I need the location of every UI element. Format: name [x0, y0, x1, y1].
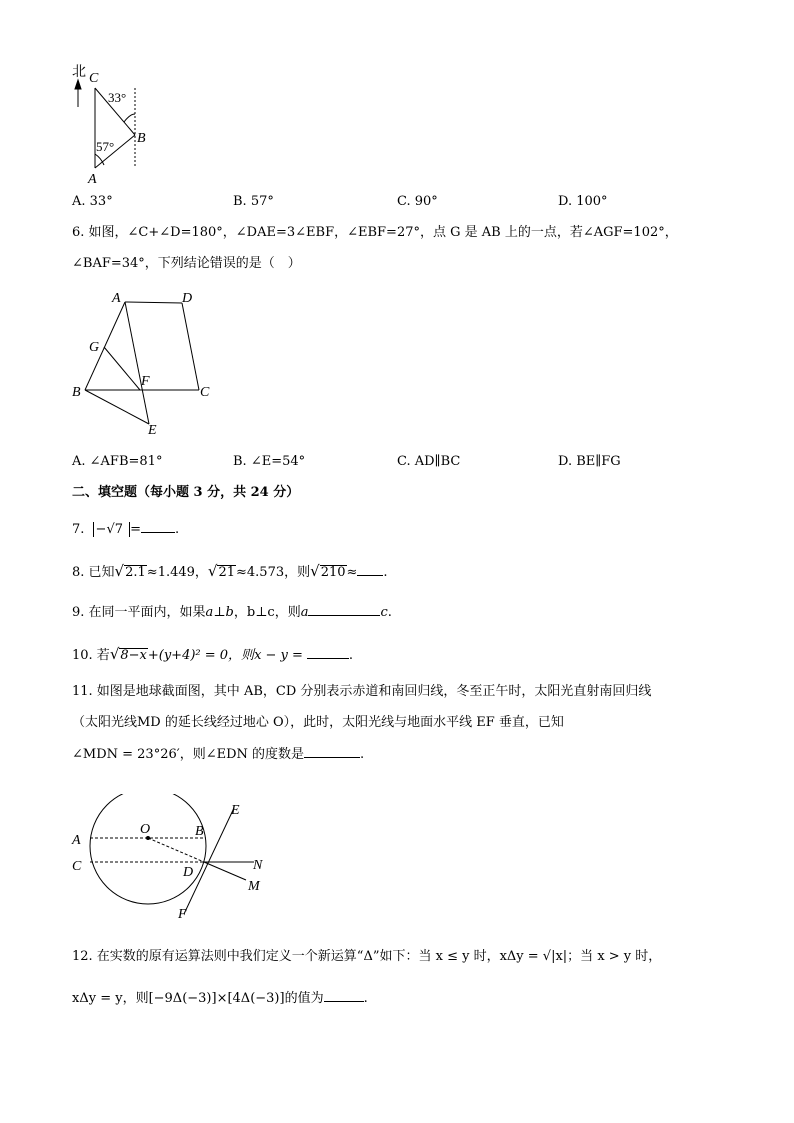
- q11-point-d: D: [183, 865, 194, 880]
- q11-stem-line1: 11. 如图是地球截面图，其中 AB，CD 分别表示赤道和南回归线，冬至正午时，太阳光直射南回归线: [72, 684, 652, 699]
- q9-end: .: [387, 605, 392, 620]
- q9-a2: a: [300, 605, 309, 620]
- q9-prefix: 9. 在同一平面内，如果: [72, 605, 206, 620]
- q6-point-e: E: [148, 423, 157, 438]
- q8-approx: ≈: [346, 565, 358, 580]
- q12-line2-text: xΔy = y，则[−9Δ(−3)]×[4Δ(−3)]的值为: [72, 991, 324, 1006]
- q6-option-a: A. ∠AFB=81°: [72, 454, 163, 469]
- q9-b: b: [225, 605, 234, 620]
- point-a-label: A: [88, 172, 97, 187]
- q10-prefix: 10. 若: [72, 648, 110, 663]
- q11-stem-line2: （太阳光线MD 的延长线经过地心 O），此时，太阳光线与地面水平线 EF 垂直，已知: [72, 715, 564, 730]
- figure-q6: [68, 286, 228, 438]
- q8-radicand-1: 2.1: [125, 565, 146, 580]
- q11-point-a: A: [72, 833, 81, 848]
- q8-value-2: ≈4.573，则: [236, 565, 311, 580]
- q7-number: 7.: [72, 522, 85, 537]
- q6-option-b: B. ∠E=54°: [233, 454, 306, 469]
- q5-option-d: D. 100°: [558, 194, 608, 209]
- q8-prefix: 8. 已知: [72, 565, 115, 580]
- q6-option-d: D. BE∥FG: [558, 454, 621, 469]
- q10-expression: x − y =: [254, 648, 303, 663]
- q12-answer-blank[interactable]: [324, 989, 364, 1002]
- q6-stem-line2: ∠BAF=34°，下列结论错误的是（ ）: [72, 256, 301, 271]
- q8-radicand-3: 210: [320, 565, 346, 580]
- question-9: [72, 603, 392, 622]
- q11-stem-line3: [72, 745, 364, 764]
- q10-middle: +(y+4)² = 0，则: [147, 648, 255, 663]
- q11-end: .: [360, 747, 365, 762]
- question-10: 10. 若√8−x+(y+4)² = 0，则x − y = .: [72, 645, 354, 663]
- q7-end: .: [175, 522, 180, 537]
- q6-point-c: C: [200, 385, 210, 400]
- q9-c: c: [380, 605, 388, 620]
- q9-a: a: [205, 605, 214, 620]
- q9-middle: ，b⊥c，则: [233, 605, 301, 620]
- q11-point-f: F: [178, 907, 187, 922]
- q11-point-m: M: [248, 879, 260, 894]
- figure-q11-earth-section: [66, 794, 276, 924]
- q6-option-c: C. AD∥BC: [397, 454, 461, 469]
- q6-point-f: F: [141, 374, 150, 389]
- q8-value-1: ≈1.449，: [146, 565, 208, 580]
- q11-line3-text: ∠MDN = 23°26′，则∠EDN 的度数是: [72, 747, 305, 762]
- point-c-label: C: [89, 71, 99, 86]
- figure-q5-compass: [62, 62, 162, 187]
- q12-end: .: [363, 991, 368, 1006]
- q11-point-e: E: [231, 803, 240, 818]
- q6-point-a: A: [112, 291, 121, 306]
- q6-point-d: D: [182, 291, 193, 306]
- q7-inner: −√7: [95, 522, 123, 537]
- q9-perp: ⊥: [213, 605, 226, 620]
- north-label: 北: [72, 65, 86, 80]
- q10-answer-blank[interactable]: [307, 646, 349, 659]
- q11-point-c: C: [72, 859, 82, 874]
- q6-point-b: B: [72, 385, 81, 400]
- q8-answer-blank[interactable]: [357, 563, 383, 576]
- q7-answer-blank[interactable]: [141, 520, 175, 533]
- angle-33-label: 33°: [108, 90, 127, 105]
- q6-point-g: G: [89, 340, 100, 355]
- q10-radicand: 8−x: [120, 648, 147, 663]
- question-7: [72, 520, 179, 539]
- q11-point-n: N: [253, 858, 263, 873]
- q5-option-c: C. 90°: [397, 194, 438, 209]
- section-2-heading: 二、填空题（每小题 3 分，共 24 分）: [72, 485, 300, 500]
- q12-stem-line2: [72, 989, 368, 1008]
- question-8: 8. 已知√2.1≈1.449，√21≈4.573，则√210≈ .: [72, 562, 388, 580]
- q11-point-o: O: [140, 822, 151, 837]
- angle-57-label: 57°: [96, 139, 115, 154]
- q5-option-a: A. 33°: [72, 194, 113, 209]
- q8-end: .: [383, 565, 388, 580]
- q11-point-b: B: [195, 824, 204, 839]
- q8-radicand-2: 21: [218, 565, 236, 580]
- q11-answer-blank[interactable]: [304, 745, 360, 758]
- q9-answer-blank[interactable]: [308, 603, 380, 616]
- q5-option-b: B. 57°: [233, 194, 274, 209]
- q7-equals: =: [130, 522, 142, 537]
- point-b-label: B: [137, 131, 146, 146]
- q12-stem-line1: 12. 在实数的原有运算法则中我们定义一个新运算“Δ”如下：当 x ≤ y 时，xΔy = √|x|；当 x > y 时，: [72, 949, 662, 964]
- q10-end: .: [348, 648, 354, 663]
- q6-stem-line1: 6. 如图，∠C+∠D=180°，∠DAE=3∠EBF，∠EBF=27°，点 G 是 AB 上的一点，若∠AGF=102°，: [72, 225, 678, 240]
